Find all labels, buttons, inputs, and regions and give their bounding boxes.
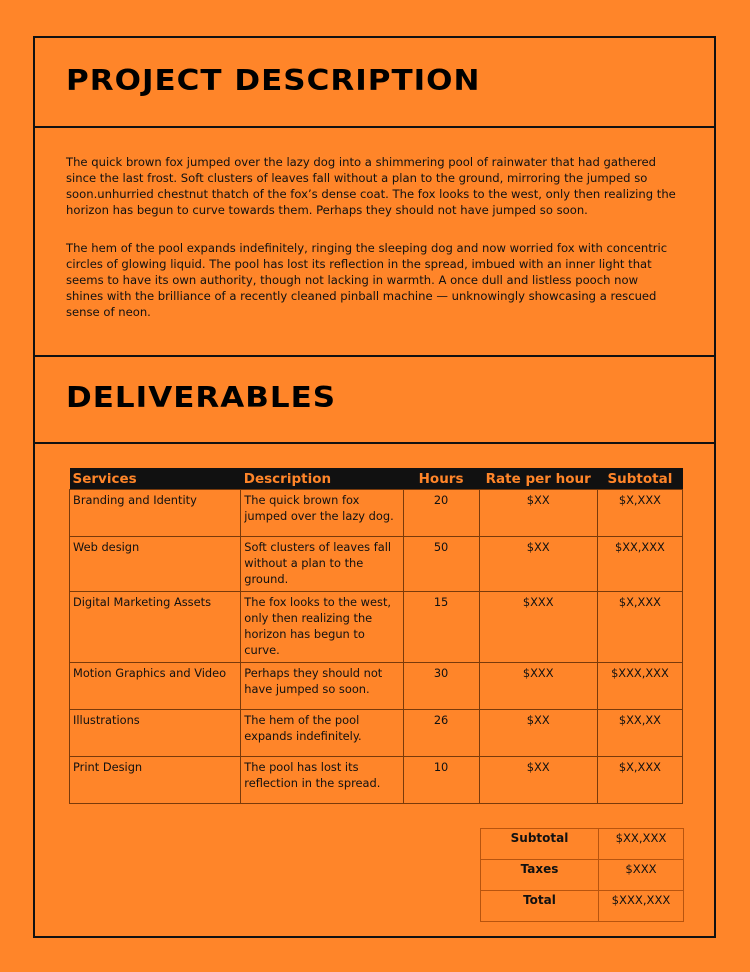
total-label: Total bbox=[481, 891, 599, 922]
service-cell: Illustrations bbox=[70, 710, 241, 757]
description-cell: The fox looks to the west, only then realizing the horizon has begun to curve. bbox=[241, 592, 403, 663]
subtotal-label: Subtotal bbox=[481, 829, 599, 860]
rate-cell: $XX bbox=[479, 757, 597, 804]
description-paragraph: The quick brown fox jumped over the lazy dog into a shimmering pool of rainwater that had gathered since the last frost. Soft clusters of leaves fall without a plan to the ground, mirroring the jumped so soon.unhurried chestnut thatch of the fox’s dense coat. The fox looks to the west, only then realizing the horizon has begun to curve towards them. Perhaps they should not have jumped so soon. bbox=[66, 155, 676, 217]
service-cell: Branding and Identity bbox=[70, 490, 241, 537]
description-cell: Perhaps they should not have jumped so soon. bbox=[241, 663, 403, 710]
column-header-description: Description bbox=[241, 468, 403, 490]
rate-cell: $XX bbox=[479, 537, 597, 592]
project-description-heading: PROJECT DESCRIPTION bbox=[66, 64, 481, 98]
deliverables-table bbox=[69, 468, 683, 804]
description-paragraph: The hem of the pool expands indefinitely, ringing the sleeping dog and now worried fox with concentric circles of glowing liquid. The pool has lost its reflection in the spread, imbued with an inner light that seems to have its own authority, though not lacking in warmth. A once dull and listless pooch now shines with the brilliance of a recently cleaned pinball machine — unknowingly showcasing a rescued sense of neon. bbox=[66, 241, 668, 319]
hours-cell: 10 bbox=[403, 757, 479, 804]
rate-cell: $XXX bbox=[479, 663, 597, 710]
taxes-value: $XXX bbox=[599, 860, 684, 891]
description-cell: The hem of the pool expands indefinitely. bbox=[241, 710, 403, 757]
totals-row bbox=[481, 829, 684, 860]
column-header-services: Services bbox=[70, 468, 241, 490]
hours-cell: 26 bbox=[403, 710, 479, 757]
hours-cell: 50 bbox=[403, 537, 479, 592]
totals-table bbox=[480, 828, 684, 922]
subtotal-cell: $X,XXX bbox=[597, 490, 682, 537]
table-row bbox=[70, 710, 683, 757]
totals-row bbox=[481, 891, 684, 922]
subtotal-cell: $XX,XXX bbox=[597, 537, 682, 592]
section-divider bbox=[35, 126, 714, 128]
hours-cell: 15 bbox=[403, 592, 479, 663]
subtotal-cell: $X,XXX bbox=[597, 592, 682, 663]
rate-cell: $XX bbox=[479, 710, 597, 757]
service-cell: Digital Marketing Assets bbox=[70, 592, 241, 663]
service-cell: Print Design bbox=[70, 757, 241, 804]
column-header-subtotal: Subtotal bbox=[597, 468, 682, 490]
rate-cell: $XXX bbox=[479, 592, 597, 663]
table-row bbox=[70, 537, 683, 592]
table-row bbox=[70, 663, 683, 710]
column-header-hours: Hours bbox=[403, 468, 479, 490]
subtotal-cell: $XX,XX bbox=[597, 710, 682, 757]
table-row bbox=[70, 490, 683, 537]
total-value: $XXX,XXX bbox=[599, 891, 684, 922]
deliverables-heading: DELIVERABLES bbox=[66, 381, 337, 415]
subtotal-cell: $X,XXX bbox=[597, 757, 682, 804]
service-cell: Motion Graphics and Video bbox=[70, 663, 241, 710]
section-divider bbox=[35, 355, 714, 357]
subtotal-value: $XX,XXX bbox=[599, 829, 684, 860]
totals-row bbox=[481, 860, 684, 891]
subtotal-cell: $XXX,XXX bbox=[597, 663, 682, 710]
table-row bbox=[70, 592, 683, 663]
section-divider bbox=[35, 442, 714, 444]
table-header-row bbox=[70, 468, 683, 490]
description-cell: Soft clusters of leaves fall without a plan to the ground. bbox=[241, 537, 403, 592]
document-frame bbox=[33, 36, 716, 938]
hours-cell: 30 bbox=[403, 663, 479, 710]
hours-cell: 20 bbox=[403, 490, 479, 537]
column-header-rate: Rate per hour bbox=[479, 468, 597, 490]
taxes-label: Taxes bbox=[481, 860, 599, 891]
table-row bbox=[70, 757, 683, 804]
service-cell: Web design bbox=[70, 537, 241, 592]
description-cell: The quick brown fox jumped over the lazy dog. bbox=[241, 490, 403, 537]
rate-cell: $XX bbox=[479, 490, 597, 537]
description-cell: The pool has lost its reflection in the spread. bbox=[241, 757, 403, 804]
